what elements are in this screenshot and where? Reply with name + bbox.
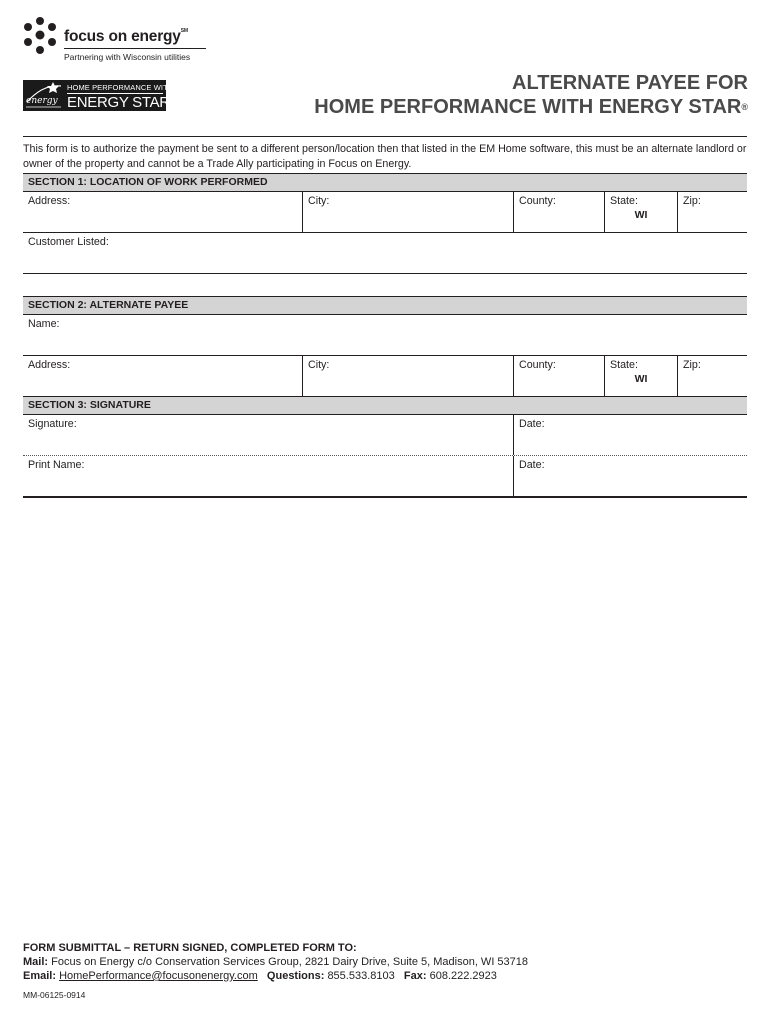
signature-field[interactable] — [23, 415, 513, 455]
payee-county-field[interactable] — [513, 356, 604, 396]
badge-line2: ENERGY STAR — [67, 94, 170, 111]
work-county-label: County: — [519, 195, 556, 207]
work-state-value: WI — [634, 209, 648, 221]
energy-star-badge — [23, 80, 174, 111]
section-spacer — [23, 274, 747, 296]
payee-zip-field[interactable] — [677, 356, 747, 396]
payee-city-label: City: — [308, 359, 330, 371]
payee-state-field[interactable] — [604, 356, 677, 396]
fax-number: 608.222.2923 — [429, 970, 497, 982]
work-zip-field[interactable] — [677, 192, 747, 232]
registered-mark: ® — [741, 102, 748, 112]
work-address-label: Address: — [28, 195, 71, 207]
questions-phone: 855.533.8103 — [327, 970, 395, 982]
print-name-field[interactable] — [23, 456, 513, 496]
work-zip-label: Zip: — [683, 195, 701, 207]
brand-tagline: Partnering with Wisconsin utilities — [64, 52, 191, 62]
energy-script: energy — [26, 96, 58, 106]
payee-address-field[interactable] — [23, 356, 302, 396]
trademark: SM — [180, 28, 188, 34]
payee-city-field[interactable] — [302, 356, 513, 396]
energy-dots-icon — [22, 17, 58, 55]
email-label: Email: — [23, 970, 57, 982]
work-county-field[interactable] — [513, 192, 604, 232]
title-line2: HOME PERFORMANCE WITH ENERGY STAR® — [314, 96, 748, 118]
signature-label: Signature: — [28, 418, 77, 430]
print-date-label: Date: — [519, 459, 545, 471]
mail-address: Focus on Energy c/o Conservation Services Group, 2821 Dairy Drive, Suite 5, Madison, WI 53718 — [51, 956, 529, 968]
fax-label: Fax: — [403, 970, 427, 982]
payee-location-row — [23, 356, 747, 397]
print-name-row — [23, 456, 747, 496]
payee-state-value: WI — [634, 373, 648, 385]
section2-heading: SECTION 2: ALTERNATE PAYEE — [23, 296, 747, 315]
intro-paragraph: This form is to authorize the payment be sent to a different person/location then that listed in the EM Home software, this must be an alternate landlord or owner of the property and cannot be a Trade Ally participating in Focus on Energy. — [23, 143, 747, 170]
section1-heading: SECTION 1: LOCATION OF WORK PERFORMED — [23, 173, 747, 192]
payee-name-row — [23, 315, 747, 356]
print-date-field[interactable] — [513, 456, 747, 496]
customer-listed-label: Customer Listed: — [28, 236, 109, 248]
questions-label: Questions: — [266, 970, 325, 982]
customer-listed-field[interactable] — [23, 233, 747, 273]
payee-state-label: State: — [610, 359, 638, 371]
customer-row — [23, 233, 747, 274]
signature-row — [23, 415, 747, 456]
email-link[interactable]: HomePerformance@focusonenergy.com — [59, 970, 258, 982]
payee-address-label: Address: — [28, 359, 71, 371]
work-city-field[interactable] — [302, 192, 513, 232]
work-location-row — [23, 192, 747, 233]
work-state-label: State: — [610, 195, 638, 207]
signature-date-field[interactable] — [513, 415, 747, 455]
mail-line — [23, 955, 528, 969]
logo-divider — [64, 48, 206, 49]
signature-date-label: Date: — [519, 418, 545, 430]
energy-star-emblem-icon — [23, 80, 64, 111]
contact-line — [23, 969, 528, 983]
payee-zip-label: Zip: — [683, 359, 701, 371]
payee-name-label: Name: — [28, 318, 60, 330]
work-state-field[interactable] — [604, 192, 677, 232]
submittal-heading: FORM SUBMITTAL – RETURN SIGNED, COMPLETED FORM TO: — [23, 942, 357, 954]
badge-line1: HOME PERFORMANCE WITH — [67, 83, 174, 92]
section3-heading: SECTION 3: SIGNATURE — [23, 397, 747, 415]
form-code: MM-06125-0914 — [23, 990, 86, 1000]
title-line1: ALTERNATE PAYEE FOR — [512, 72, 748, 94]
payee-name-field[interactable] — [23, 315, 747, 355]
header-divider — [23, 136, 747, 137]
payee-form — [23, 173, 747, 498]
payee-county-label: County: — [519, 359, 556, 371]
mail-label: Mail: — [23, 956, 49, 968]
print-name-label: Print Name: — [28, 459, 85, 471]
submittal-footer — [23, 941, 528, 983]
brand-name: focus on energy℠ — [64, 28, 188, 45]
work-city-label: City: — [308, 195, 330, 207]
work-address-field[interactable] — [23, 192, 302, 232]
form-title — [314, 71, 748, 119]
